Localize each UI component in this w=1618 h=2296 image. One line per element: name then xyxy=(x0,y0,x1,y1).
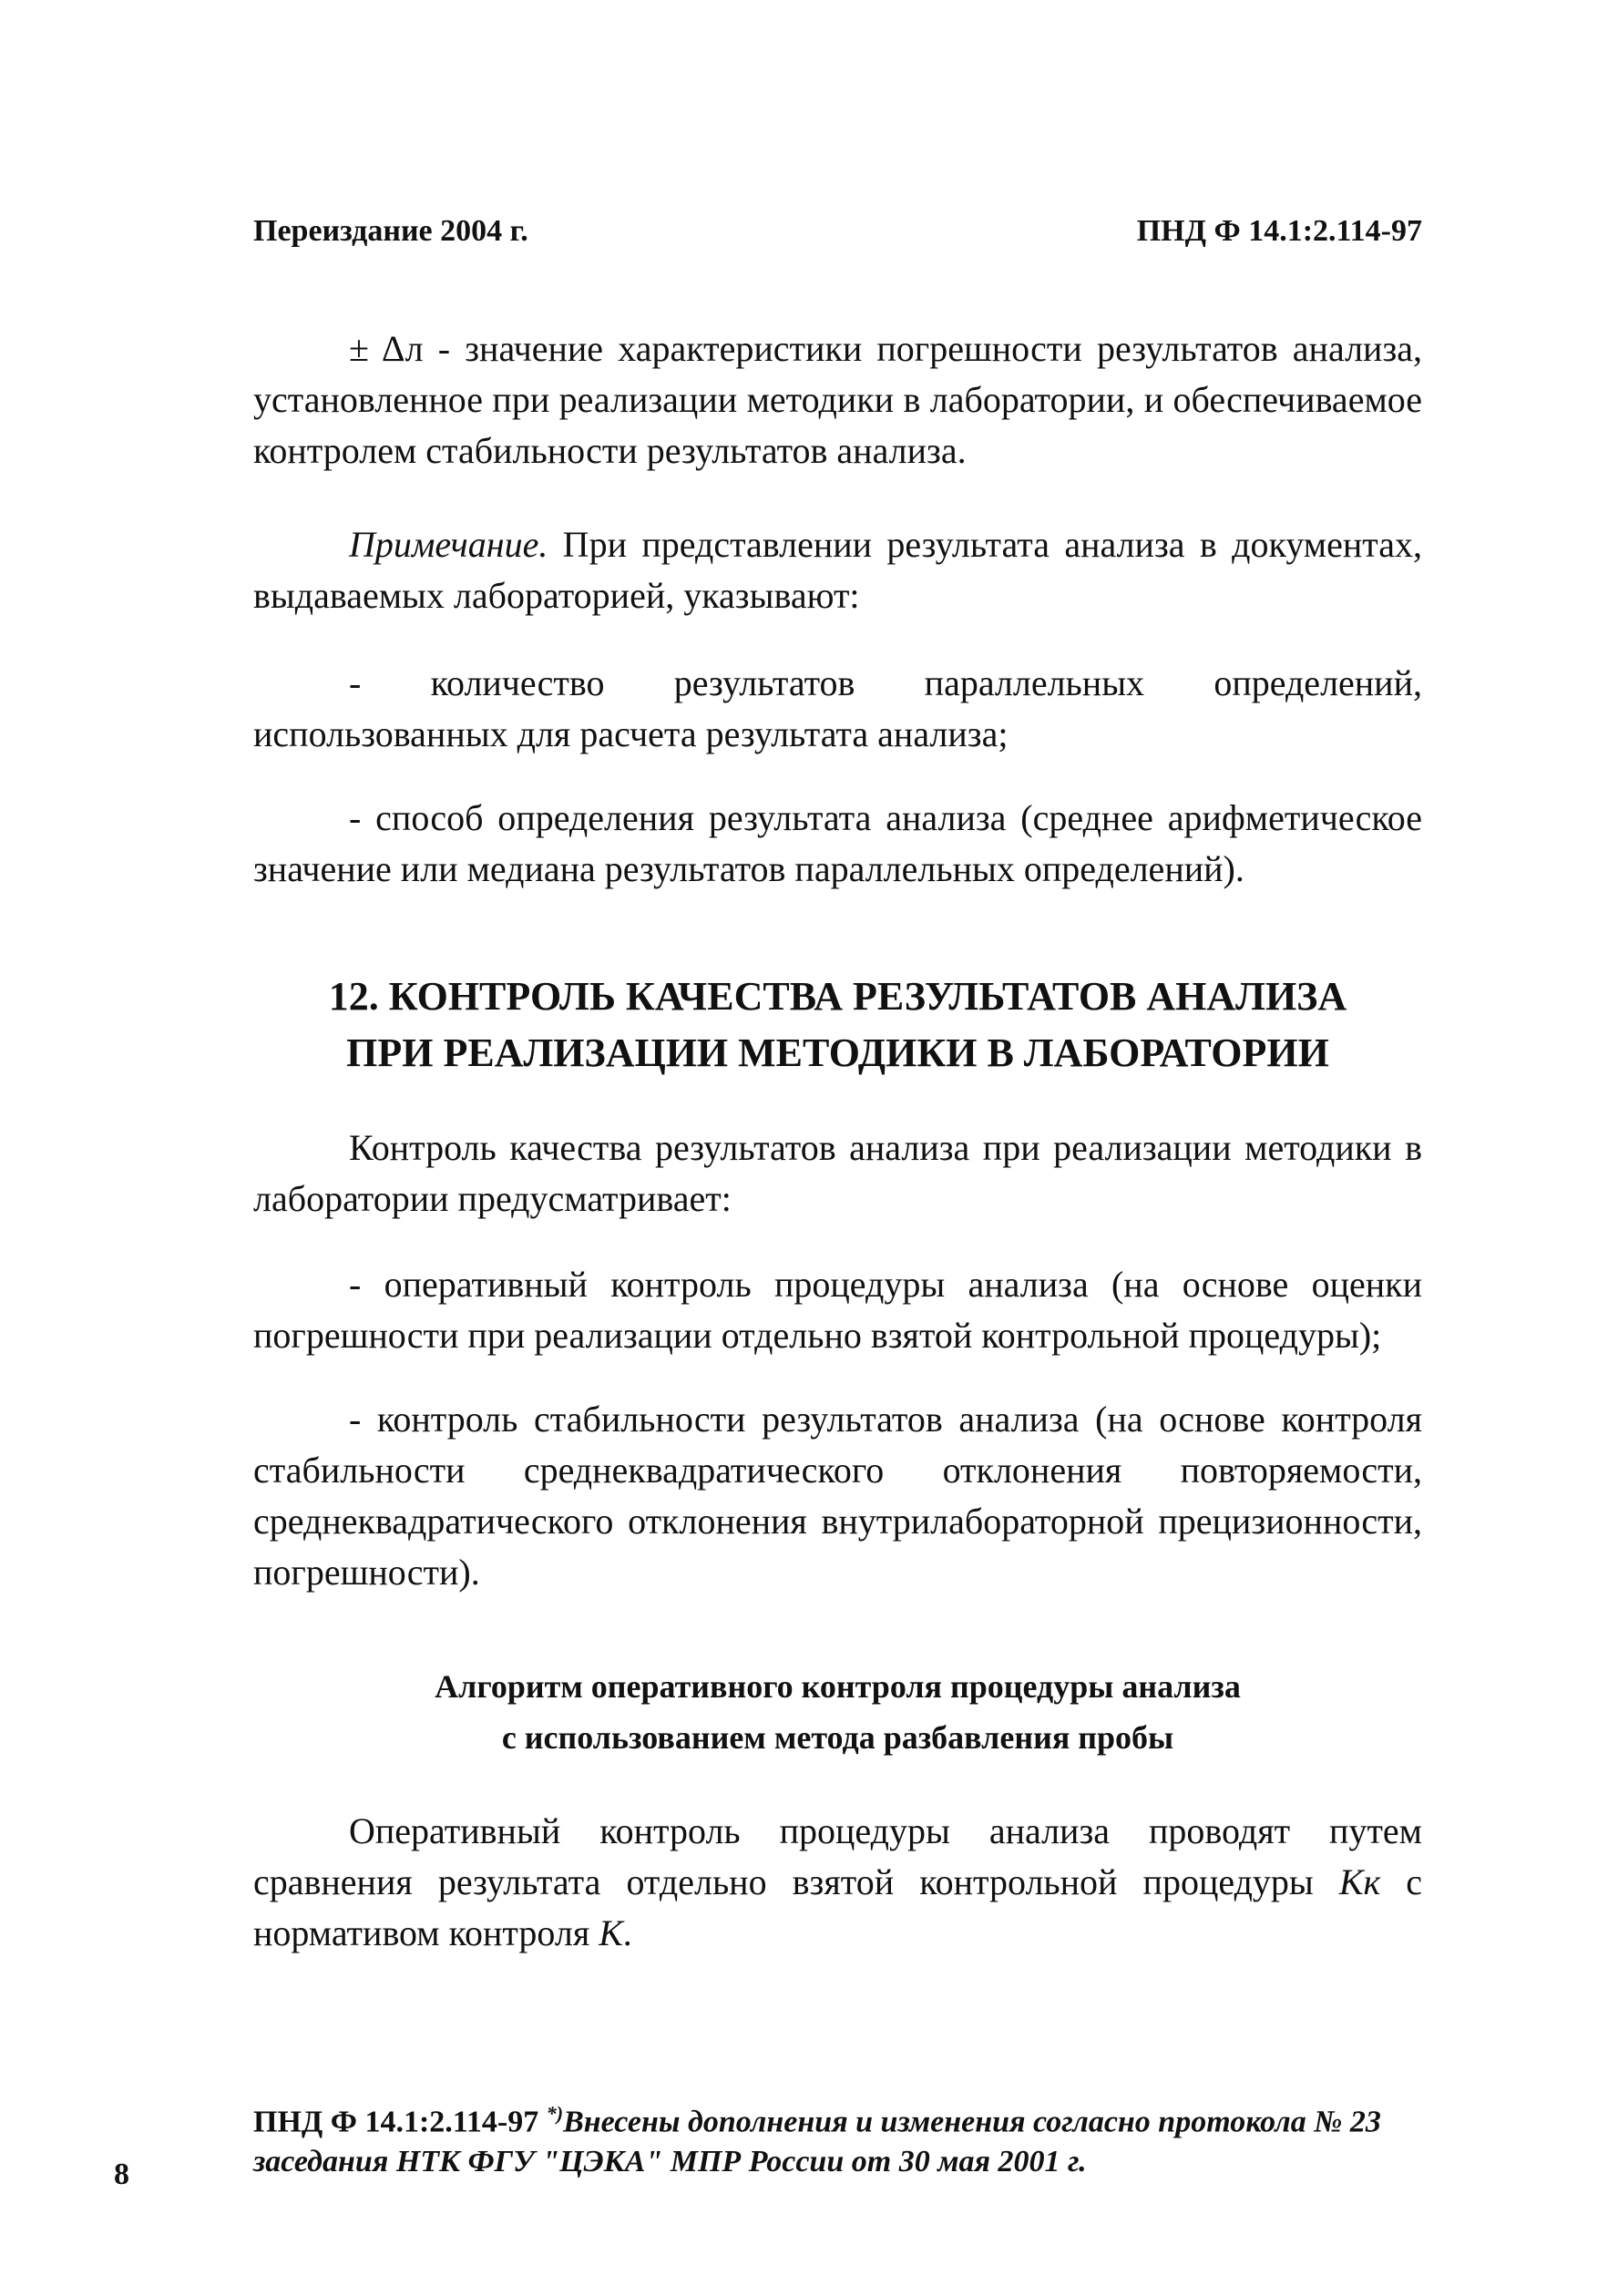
paragraph-note xyxy=(253,519,1422,621)
note-text: При представлении результата анализа в документах, выдаваемых лабораторией, указывают: xyxy=(253,524,1422,616)
note-label: Примечание. xyxy=(349,524,548,565)
algorithm-text-part1: Оперативный контроль процедуры анализа проводят путем сравнения результата отдельно взятой контрольной процедуры xyxy=(253,1810,1422,1902)
paragraph-stability-control: - контроль стабильности результатов анализа (на основе контроля стабильности среднеквадратического отклонения повторяемости, среднеквадратического отклонения внутрилабораторной прецизионности, погрешности). xyxy=(253,1399,1422,1593)
section-12-heading-line2: ПРИ РЕАЛИЗАЦИИ МЕТОДИКИ В ЛАБОРАТОРИИ xyxy=(346,1030,1329,1075)
footnote xyxy=(253,2094,1422,2182)
algorithm-heading-line2: с использованием метода разбавления пробы xyxy=(501,1719,1174,1756)
section-12-heading xyxy=(253,969,1422,1081)
page-number: 8 xyxy=(114,2158,129,2191)
paragraph-operational-control: - оперативный контроль процедуры анализа (на основе оценки погрешности при реализации отдельно взятой контрольной процедуры); xyxy=(253,1264,1422,1356)
control-procedure-result-kk: Кк xyxy=(1338,1861,1381,1902)
document-code: ПНД Ф 14.1:2.114-97 xyxy=(1136,214,1422,248)
footnote-marker: *) xyxy=(546,2102,564,2125)
algorithm-heading-line1: Алгоритм оперативного контроля процедуры анализа xyxy=(435,1668,1241,1705)
footnote-text: Внесены дополнения и изменения согласно протокола № 23 заседания НТК ФГУ "ЦЭКА" МПР России от 30 мая 2001 г. xyxy=(253,2105,1381,2179)
paragraph-error-characteristic: ± Δл - значение характеристики погрешности результатов анализа, установленное при реализации методики в лаборатории, и обеспечиваемое контролем стабильности результатов анализа. xyxy=(253,328,1422,471)
footnote-code: ПНД Ф 14.1:2.114-97 xyxy=(253,2105,539,2139)
algorithm-text-part2: с нормативом контроля xyxy=(253,1861,1422,1953)
paragraph-quality-control-intro: Контроль качества результатов анализа при реализации методики в лаборатории предусматривает: xyxy=(253,1127,1422,1219)
algorithm-text-end: . xyxy=(622,1912,632,1953)
paragraph-determination-method: - способ определения результата анализа (среднее арифметическое значение или медиана результатов параллельных определений). xyxy=(253,797,1422,889)
control-standard-k: К xyxy=(599,1912,623,1953)
reissue-note: Переиздание 2004 г. xyxy=(253,214,528,248)
paragraph-results-count: - количество результатов параллельных определений, использованных для расчета результата анализа; xyxy=(253,662,1422,754)
paragraph-operational-control-procedure xyxy=(253,1806,1422,1959)
section-12-heading-line1: 12. КОНТРОЛЬ КАЧЕСТВА РЕЗУЛЬТАТОВ АНАЛИЗА xyxy=(328,974,1347,1019)
page-header xyxy=(253,214,1422,249)
algorithm-heading xyxy=(253,1661,1422,1763)
